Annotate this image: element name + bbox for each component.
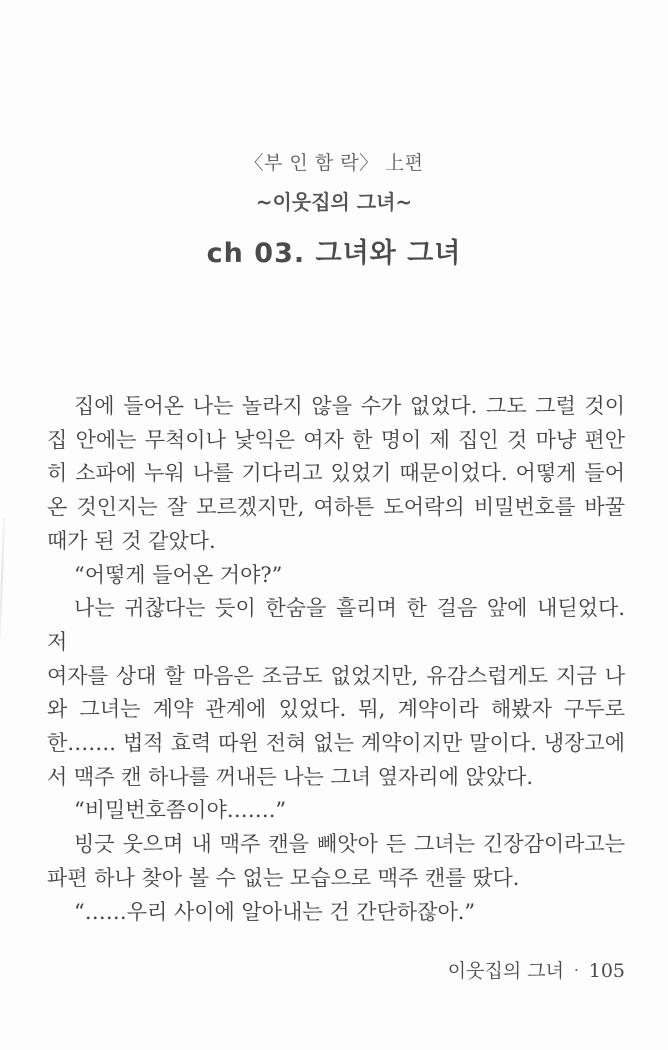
body-line: 히 소파에 누워 나를 기다리고 있었기 때문이었다. 어떻게 들어 — [47, 461, 625, 486]
body-line: 때가 된 것 같았다. — [47, 528, 216, 553]
page-footer — [448, 956, 625, 983]
body-line: 파편 하나 찾아 볼 수 없는 모습으로 맥주 캔를 땄다. — [47, 865, 520, 890]
body-line: “……우리 사이에 알아내는 건 간단하잖아.” — [74, 899, 476, 924]
body-line: 온 것인지는 잘 모르겠지만, 여하튼 도어락의 비밀번호를 바꿀 — [47, 495, 625, 520]
body-line: “비밀번호쯤이야…….” — [74, 798, 287, 823]
series-subtitle: ~이웃집의 그녀~ — [255, 190, 413, 214]
page-number: 105 — [588, 960, 625, 982]
body-line: 나는 귀찮다는 듯이 한숨을 흘리며 한 걸음 앞에 내딛었다. 저 — [47, 596, 625, 654]
body-text — [47, 390, 625, 929]
body-line: 서 맥주 캔 하나를 꺼내든 나는 그녀 옆자리에 앉았다. — [47, 764, 534, 789]
body-line: 집에 들어온 나는 놀라지 않을 수가 없었다. 그도 그럴 것이 — [74, 394, 625, 418]
body-line: 와 그녀는 계약 관계에 있었다. 뭐, 계약이라 해봤자 구두로 — [47, 697, 625, 722]
body-line: 여자를 상대 할 마음은 조금도 없었지만, 유감스럽게도 지금 나 — [47, 663, 625, 688]
running-title: 이웃집의 그녀 — [447, 960, 564, 982]
body-line: 한……. 법적 효력 따윈 전혀 없는 계약이지만 말이다. 냉장고에 — [47, 731, 625, 756]
footer-separator: · — [573, 961, 579, 979]
body-line: 집 안에는 무척이나 낯익은 여자 한 명이 제 집인 것 마냥 편안 — [47, 427, 625, 452]
series-title: 〈부 인 함 락〉 上편 — [244, 152, 424, 174]
chapter-title: ch 03. 그녀와 그녀 — [206, 238, 462, 269]
body-line: “어떻게 들어온 거야?” — [74, 562, 283, 587]
chapter-header — [0, 148, 668, 270]
scan-artifact-line — [0, 518, 5, 636]
body-line: 빙긋 웃으며 내 맥주 캔을 빼앗아 든 그녀는 긴장감이라고는 — [74, 832, 625, 857]
